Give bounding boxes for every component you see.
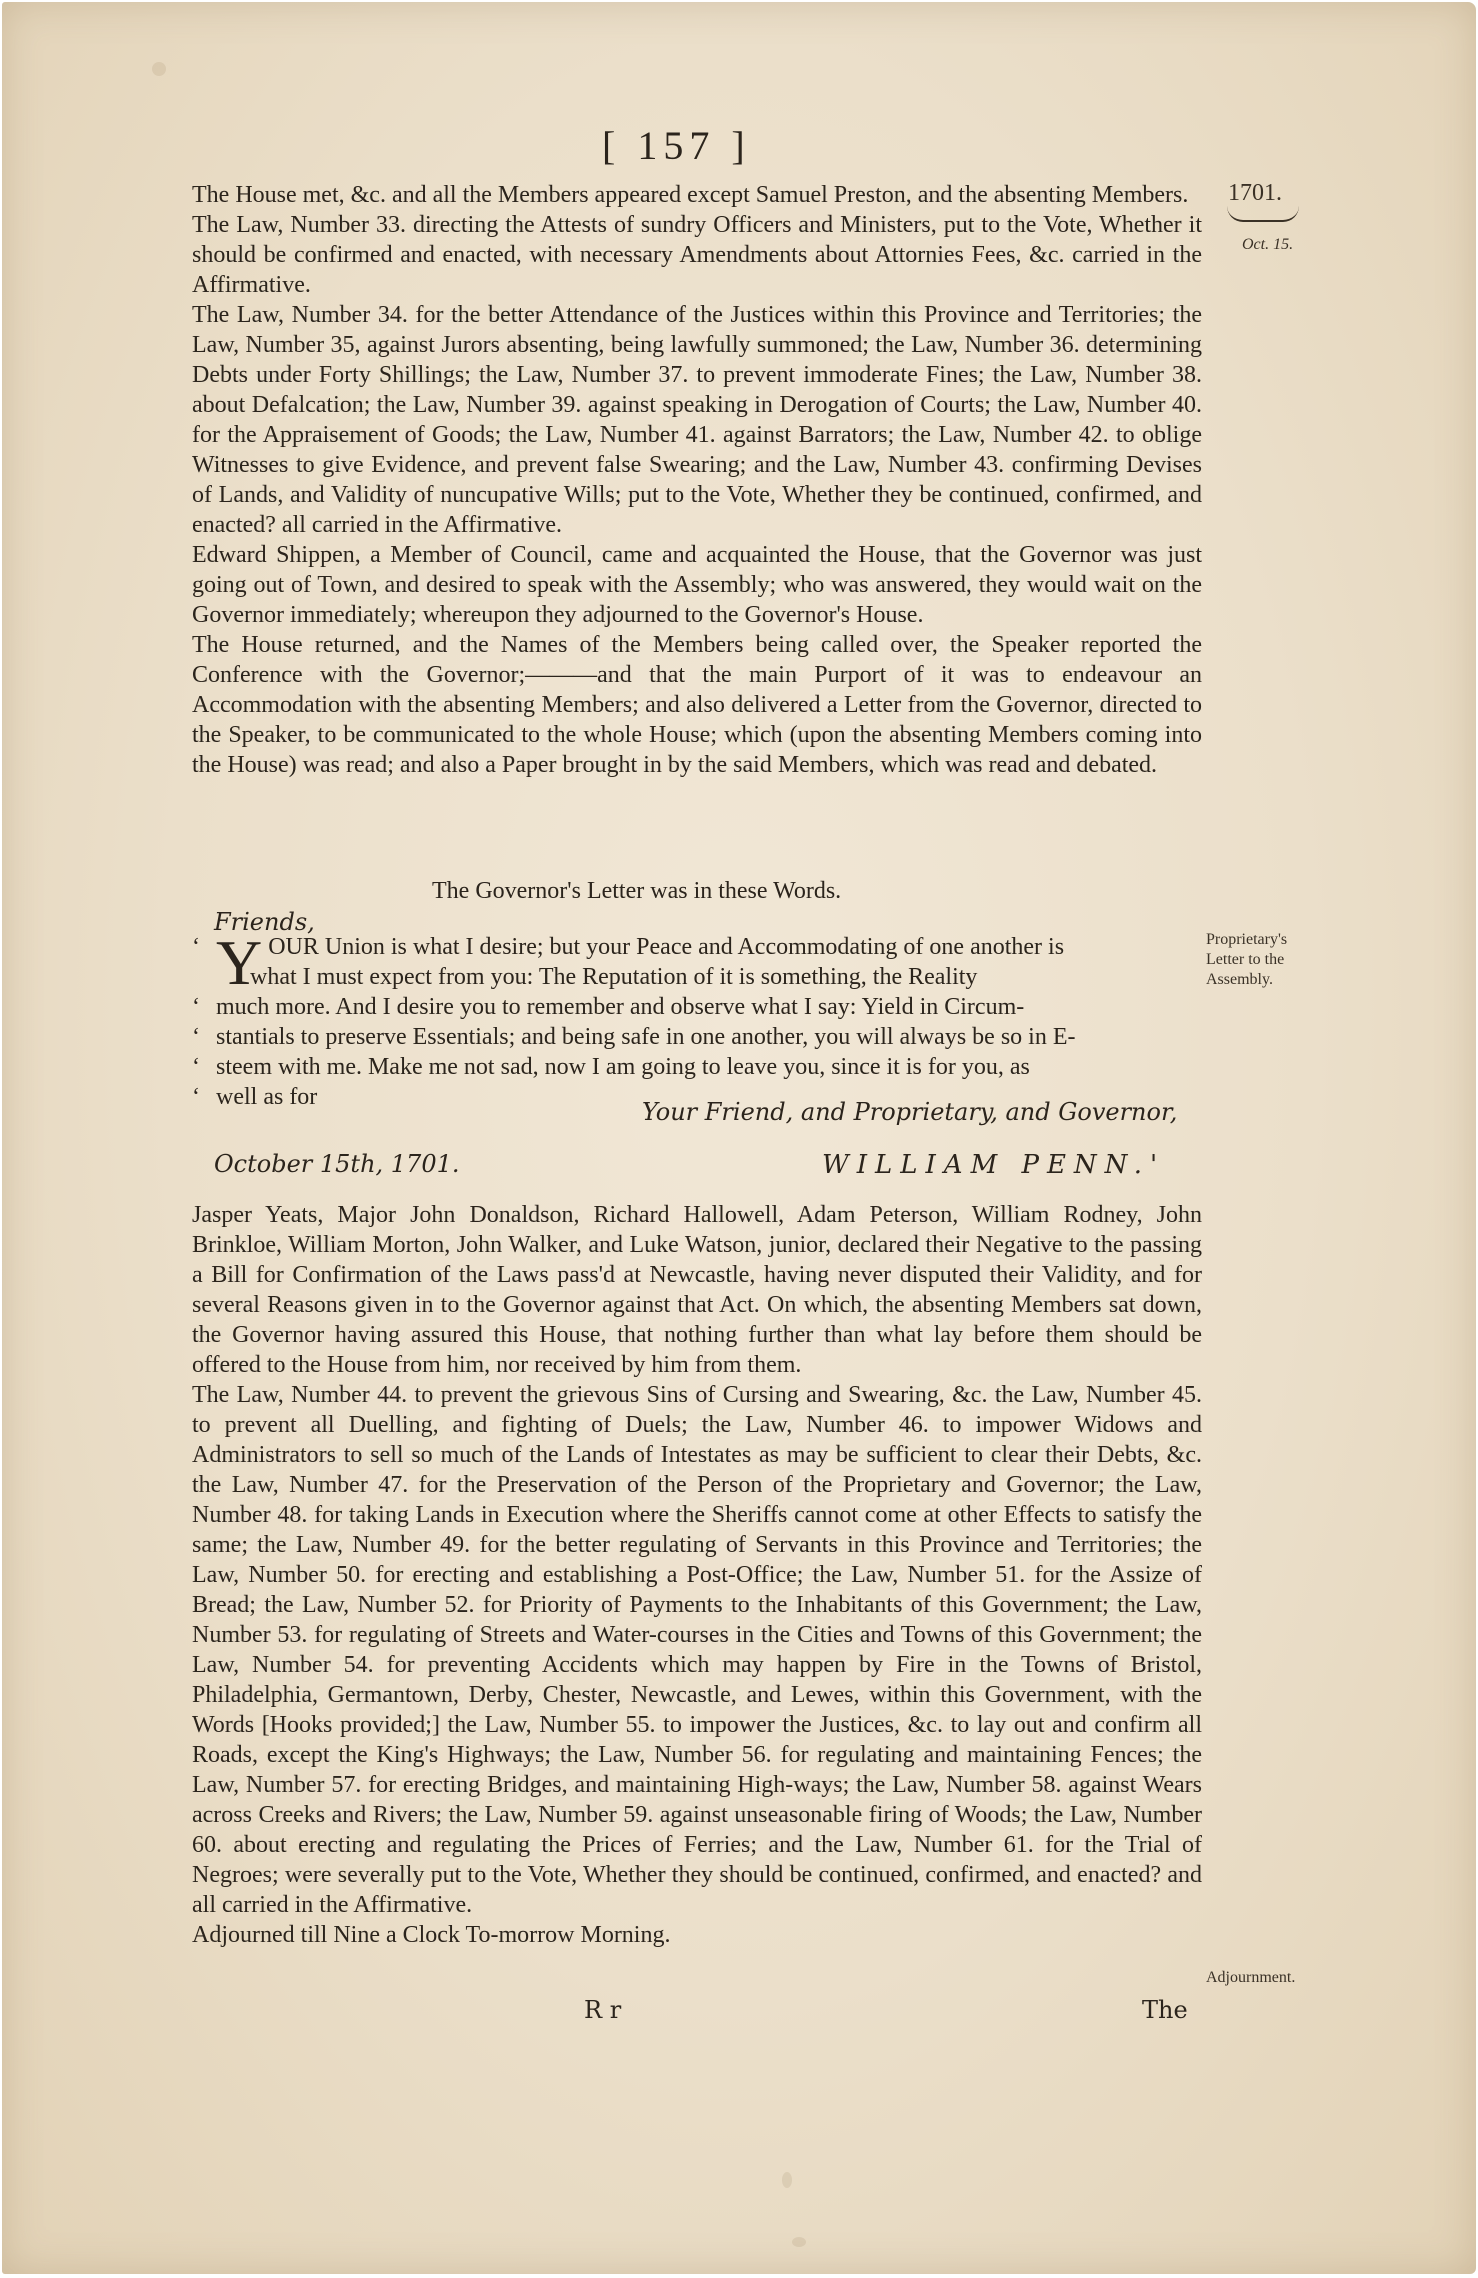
letter-heading: The Governor's Letter was in these Words. bbox=[432, 878, 842, 904]
paragraph-shippen: Edward Shippen, a Member of Council, came and acquainted the House, that the Governor was just going out of Town, and desired to speak with the Assembly; who was answered, they would wait on the Governor immediately; whereupon they adjourned to the Governor's House. bbox=[192, 542, 1202, 628]
margin-date: Oct. 15. bbox=[1242, 236, 1294, 253]
letter-salutation: Friends, bbox=[214, 908, 315, 936]
quote-mark: ‘ bbox=[192, 1084, 200, 1110]
letter-line-text: stantials to preserve Essentials; and being safe in one another, you will always be so in E- bbox=[216, 1024, 1076, 1050]
margin-year: 1701. bbox=[1228, 180, 1282, 206]
proceedings-block-1 bbox=[192, 180, 1202, 780]
document-page bbox=[2, 2, 1476, 2274]
paragraph-negative-declaration: Jasper Yeats, Major John Donaldson, Richard Hallowell, Adam Peterson, William Rodney, John Brinkloe, William Morton, John Walker, and Luke Watson, junior, declared their Negative to the passing a Bill for Confirmation of the Laws pass'd at Newcastle, having never disputed their Validity, and for several Reasons given in to the Governor against that Act. On which, the absenting Members sat down, the Governor having assured this House, that nothing further than what lay before them should be offered to the House from him, nor received by him from them. bbox=[192, 1202, 1202, 1378]
letter-body bbox=[192, 927, 1202, 1112]
letter-date-text: October 15th, 1701. bbox=[214, 1150, 460, 1178]
ink-spot bbox=[152, 62, 166, 76]
margin-proprietary-letter: Proprietary's Letter to the Assembly. bbox=[1206, 931, 1288, 988]
letter-line-text: much more. And I desire you to remember and observe what I say: Yield in Circum- bbox=[216, 994, 1025, 1020]
paragraph-adjourned: Adjourned till Nine a Clock To-morrow Morning. bbox=[192, 1922, 671, 1948]
proceedings-block-2 bbox=[192, 1200, 1202, 1950]
letter-line bbox=[192, 1052, 1202, 1082]
paragraph-house-met: The House met, &c. and all the Members appeared except Samuel Preston, and the absenting Members. bbox=[192, 182, 1189, 208]
letter-line-text: OUR Union is what I desire; but your Peace and Accommodating of one another is bbox=[268, 934, 1065, 960]
paragraph-law-33: The Law, Number 33. directing the Attests of sundry Officers and Ministers, put to the Vote, Whether it should be confirmed and enacted, with necessary Amendments about Attornies Fees, &c. carried in the Affirmative. bbox=[192, 212, 1202, 298]
letter-signature: WILLIAM PENN.' bbox=[822, 1150, 1166, 1180]
dropcap: Y bbox=[216, 927, 263, 998]
letter-line-text: well as for bbox=[216, 1084, 318, 1110]
letter-line bbox=[192, 1022, 1202, 1052]
year-brace bbox=[1227, 206, 1299, 222]
letter-date bbox=[214, 1150, 459, 1178]
quote-mark: ‘ bbox=[192, 994, 200, 1020]
paragraph-house-returned: The House returned, and the Names of the Members being called over, the Speaker reported the Conference with the Governor;———and that the main Purport of it was to endeavour an Accommodation with the absenting Members; and also delivered a Letter from the Governor, directed to the Speaker, to be communicated to the whole House; which (upon the absenting Members coming into the House) was read; and also a Paper brought in by the said Members, which was read and debated. bbox=[192, 632, 1202, 778]
paragraph-laws-44-61: The Law, Number 44. to prevent the grievous Sins of Cursing and Swearing, &c. the Law, Number 45. to prevent all Duelling, and fighting of Duels; the Law, Number 46. to impower Widows and Administrators to sell so much of the Lands of Intestates as may be sufficient to clear their Debts, &c. the Law, Number 47. for the Preservation of the Person of the Proprietary and Governor; the Law, Number 48. for taking Lands in Execution where the Sheriffs cannot come at other Effects to satisfy the same; the Law, Number 49. for the better regulating of Servants in this Province and Territories; the Law, Number 50. for erecting and establishing a Post-Office; the Law, Number 51. for the Assize of Bread; the Law, Number 52. for Priority of Payments to the Inhabitants of this Government; the Law, Number 53. for regulating of Streets and Water-courses in the Cities and Towns of this Government; the Law, Number 54. for preventing Accidents which may happen by Fire in the Towns of Bristol, Philadelphia, Germantown, Derby, Chester, Newcastle, and Lewes, within this Government, with the Words [Hooks provided;] the Law, Number 55. to impower the Justices, &c. to lay out and confirm all Roads, except the King's Highways; the Law, Number 56. for regulating and maintaining Fences; the Law, Number 57. for erecting Bridges, and maintaining High-ways; the Law, Number 58. against Wears across Creeks and Rivers; the Law, Number 59. against unseasonable firing of Woods; the Law, Number 60. about erecting and regulating the Prices of Ferries; and the Law, Number 61. for the Trial of Negroes; were severally put to the Vote, Whether they should be continued, confirmed, and enacted? and all carried in the Affirmative. bbox=[192, 1382, 1202, 1918]
signature-mark: R r bbox=[584, 1996, 622, 2024]
catchword: The bbox=[1142, 1996, 1188, 2024]
paragraph-laws-34-43: The Law, Number 34. for the better Attendance of the Justices within this Province and Territories; the Law, Number 35, against Jurors absenting, being lawfully summoned; the Law, Number 36. determining Debts under Forty Shillings; the Law, Number 37. to prevent immoderate Fines; the Law, Number 38. about Defalcation; the Law, Number 39. against speaking in Derogation of Courts; the Law, Number 40. for the Appraisement of Goods; the Law, Number 41. against Barrators; the Law, Number 42. to oblige Witnesses to give Evidence, and prevent false Swearing; and the Law, Number 43. confirming Devises of Lands, and Validity of nuncupative Wills; put to the Vote, Whether they be continued, confirmed, and enacted? all carried in the Affirmative. bbox=[192, 302, 1202, 538]
letter-line-text: what I must expect from you: The Reputation of it is something, the Reality bbox=[250, 964, 978, 990]
letter-line-text: steem with me. Make me not sad, now I am going to leave you, since it is for you, as bbox=[216, 1054, 1030, 1080]
page-number: [ 157 ] bbox=[602, 123, 751, 168]
quote-mark: ‘ bbox=[192, 934, 200, 960]
letter-line bbox=[192, 992, 1202, 1022]
margin-adjournment: Adjournment. bbox=[1206, 1969, 1296, 1986]
ink-spot bbox=[782, 2172, 792, 2188]
letter-line bbox=[192, 962, 1202, 992]
quote-mark: ‘ bbox=[192, 1024, 200, 1050]
quote-mark: ‘ bbox=[192, 1054, 200, 1080]
ink-spot bbox=[792, 2237, 806, 2247]
letter-sign-off: Your Friend, and Proprietary, and Governor, bbox=[642, 1098, 1178, 1126]
